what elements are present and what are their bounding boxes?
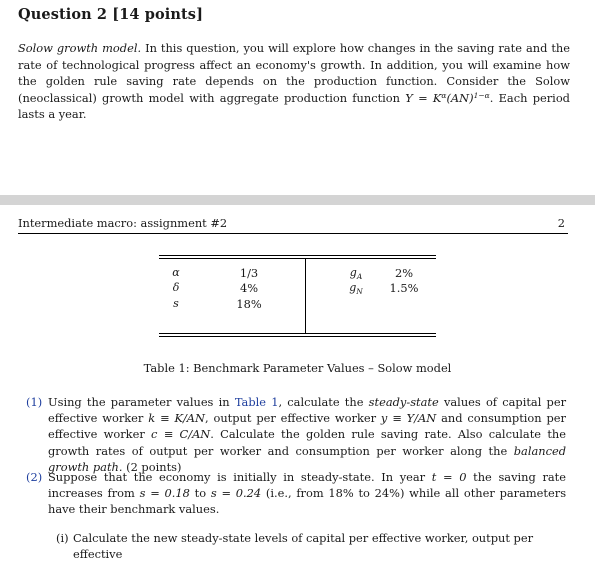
header-rule xyxy=(18,233,568,234)
table-symbol xyxy=(345,281,367,296)
sub-item-text: Calculate the new steady-state levels of capital per effective worker, output per effective xyxy=(73,531,534,562)
pf-exp2: 1−α xyxy=(473,90,490,100)
intro-text-2: . Each period lasts a year. xyxy=(18,90,570,122)
item-text: Using the parameter values in xyxy=(48,395,230,409)
running-head: Intermediate macro: assignment #2 xyxy=(18,216,228,230)
item-number: (2) xyxy=(26,470,43,484)
parameter-table xyxy=(159,255,436,337)
sub-item xyxy=(56,530,566,562)
page-1 xyxy=(0,0,595,195)
table-value: 18% xyxy=(236,297,262,311)
list-item xyxy=(26,469,566,518)
item-body xyxy=(48,469,566,518)
table-symbol: α xyxy=(172,266,180,279)
intro-topic: Solow growth model. xyxy=(18,41,142,55)
item-text: (i.e., from 18% to 24%) while all other parameters have their benchmark values. xyxy=(48,486,567,517)
question-intro xyxy=(18,40,570,123)
page-number: 2 xyxy=(557,216,565,230)
sub-item-number: (i) xyxy=(56,531,69,545)
item-math: y ≡ Y/AN xyxy=(380,411,437,426)
table-symbol: s xyxy=(173,297,179,310)
table-value: 1/3 xyxy=(239,266,259,280)
pf-lhs: Y = K xyxy=(405,90,442,105)
pf-mid: (AN) xyxy=(446,90,474,105)
item-math: s = 0.18 xyxy=(139,486,190,501)
item-text: , calculate the xyxy=(278,395,364,409)
item-text: and consumption per effective worker xyxy=(48,411,566,442)
item-math: k ≡ K/AN xyxy=(148,411,205,426)
item-number: (1) xyxy=(26,395,43,409)
table-value: 1.5% xyxy=(389,281,419,295)
symbol-subscript: A xyxy=(356,272,363,282)
production-function xyxy=(405,91,489,105)
symbol-base: g xyxy=(349,281,357,294)
table-symbol xyxy=(345,266,367,281)
table-symbol: δ xyxy=(172,281,180,294)
item-emphasis: balanced growth path. xyxy=(48,443,566,474)
item-text: the saving rate increases from xyxy=(48,470,566,501)
intro-text-1: In this question, you will explore how changes in the saving rate and the rate of technological progress affect an economy's growth. In addition, you will examine how the golden rule saving rate depends on the production function. Consider the Solow (neoclassical) growth model with aggregate production function xyxy=(18,41,570,105)
item-text: , output per effective worker xyxy=(204,411,377,426)
symbol-base: g xyxy=(349,266,357,279)
page-2 xyxy=(0,205,595,562)
item-text: values of capital per effective worker xyxy=(48,395,567,426)
item-text: . Calculate the golden rule saving rate. Also calculate the growth rates of output per worker and consumption per worker along the xyxy=(48,427,566,458)
table-value: 4% xyxy=(239,281,259,295)
item-text: to xyxy=(194,486,207,501)
pf-exp1: α xyxy=(441,90,447,100)
page-gap xyxy=(0,195,595,205)
question-title: Question 2 [14 points] xyxy=(18,6,204,23)
item-math: t = 0 xyxy=(431,470,467,484)
item-text: Suppose that the economy is initially in steady-state. In year xyxy=(48,470,426,484)
table-divider xyxy=(305,259,306,333)
table-reference-link[interactable]: Table 1 xyxy=(234,395,279,409)
item-emphasis: steady-state xyxy=(368,395,439,409)
symbol-subscript: N xyxy=(356,287,363,297)
item-points: (2 points) xyxy=(126,459,182,474)
item-math: s = 0.24 xyxy=(210,486,262,501)
table-caption: Table 1: Benchmark Parameter Values – Solow model xyxy=(143,361,452,375)
list-item xyxy=(26,394,566,475)
item-math: c ≡ C/AN xyxy=(151,427,211,442)
table-value: 2% xyxy=(394,266,414,280)
item-body xyxy=(48,394,566,475)
